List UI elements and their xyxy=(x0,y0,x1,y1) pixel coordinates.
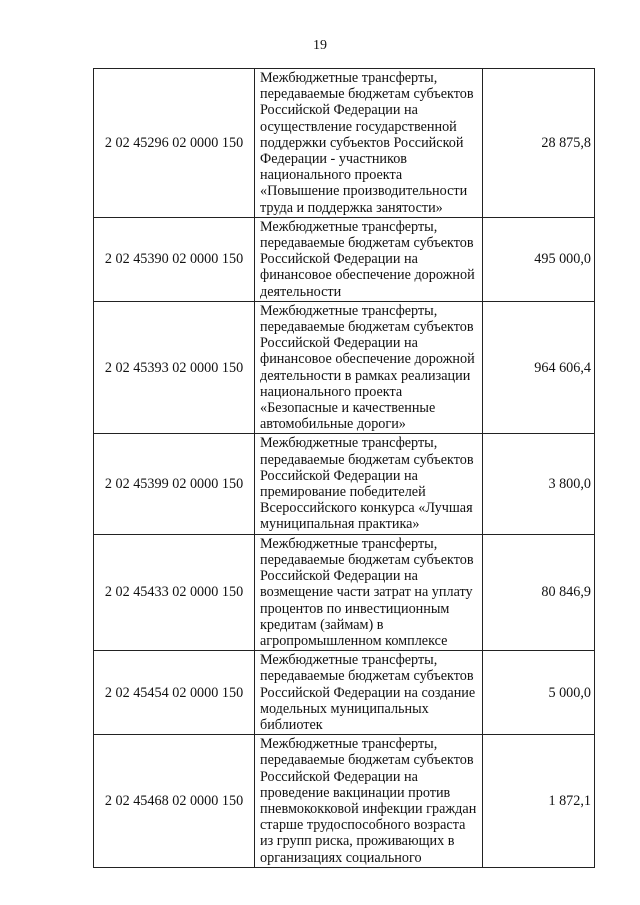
description-line: Российской Федерации на xyxy=(260,335,418,352)
description-cell xyxy=(255,534,483,650)
budget-code-cell: 2 02 45468 02 0000 150 xyxy=(94,735,255,868)
description-cell xyxy=(255,651,483,735)
description-line: Российской Федерации на xyxy=(260,467,418,484)
budget-table xyxy=(93,68,595,868)
budget-code-cell: 2 02 45390 02 0000 150 xyxy=(94,217,255,301)
description-cell xyxy=(255,301,483,434)
table-row xyxy=(94,651,595,735)
description-line: деятельности в рамках реализации xyxy=(260,367,471,384)
description-line: агропромышленном комплексе xyxy=(260,632,448,649)
description-line: деятельности xyxy=(260,283,342,300)
description-line: проведение вакцинации против xyxy=(260,784,451,801)
description-line: национального проекта xyxy=(260,383,403,400)
description-line: пневмококковой инфекции граждан xyxy=(260,800,477,817)
description-cell xyxy=(255,735,483,868)
description-line: финансовое обеспечение дорожной xyxy=(260,351,475,368)
table-row xyxy=(94,69,595,218)
table-row xyxy=(94,217,595,301)
budget-code-cell: 2 02 45393 02 0000 150 xyxy=(94,301,255,434)
description-line: кредитам (займам) в xyxy=(260,616,384,633)
description-line: Российской Федерации на создание xyxy=(260,684,476,701)
budget-code-cell: 2 02 45399 02 0000 150 xyxy=(94,434,255,534)
description-line: возмещение части затрат на уплату xyxy=(260,584,473,601)
description-line: муниципальная практика» xyxy=(260,516,420,533)
description-line: Межбюджетные трансферты, xyxy=(260,652,438,669)
description-line: Российской Федерации на xyxy=(260,768,418,785)
amount-cell: 3 800,0 xyxy=(483,434,595,534)
table-body xyxy=(94,69,595,868)
description-line: модельных муниципальных xyxy=(260,700,429,717)
description-line: передаваемые бюджетам субъектов xyxy=(260,668,474,685)
description-line: передаваемые бюджетам субъектов xyxy=(260,551,474,568)
budget-code-cell: 2 02 45296 02 0000 150 xyxy=(94,69,255,218)
description-line: передаваемые бюджетам субъектов xyxy=(260,86,474,103)
description-line: процентов по инвестиционным xyxy=(260,600,450,617)
budget-code-cell: 2 02 45454 02 0000 150 xyxy=(94,651,255,735)
description-line: труда и поддержка занятости» xyxy=(260,199,443,216)
description-cell xyxy=(255,69,483,218)
description-line: организациях социального xyxy=(260,849,422,866)
description-line: Межбюджетные трансферты, xyxy=(260,736,438,753)
amount-cell: 80 846,9 xyxy=(483,534,595,650)
description-line: национального проекта xyxy=(260,167,403,184)
description-line: Межбюджетные трансферты, xyxy=(260,70,438,86)
description-line: передаваемые бюджетам субъектов xyxy=(260,235,474,252)
description-line: Межбюджетные трансферты, xyxy=(260,218,438,235)
description-line: передаваемые бюджетам субъектов xyxy=(260,752,474,769)
description-line: «Безопасные и качественные xyxy=(260,400,436,417)
table-row xyxy=(94,735,595,868)
description-line: старше трудоспособного возраста xyxy=(260,817,466,834)
budget-code-cell: 2 02 45433 02 0000 150 xyxy=(94,534,255,650)
description-line: поддержки субъектов Российской xyxy=(260,134,464,151)
description-cell xyxy=(255,217,483,301)
description-line: Российской Федерации на xyxy=(260,251,418,268)
description-line: передаваемые бюджетам субъектов xyxy=(260,451,474,468)
table-row xyxy=(94,434,595,534)
description-line: Российской Федерации на xyxy=(260,568,418,585)
page-number: 19 xyxy=(313,38,327,53)
amount-cell: 1 872,1 xyxy=(483,735,595,868)
description-line: Российской Федерации на xyxy=(260,102,418,119)
description-line: финансовое обеспечение дорожной xyxy=(260,267,475,284)
description-line: премирование победителей xyxy=(260,484,426,501)
description-line: Федерации - участников xyxy=(260,151,407,168)
description-line: осуществление государственной xyxy=(260,118,457,135)
table-row xyxy=(94,534,595,650)
description-line: Межбюджетные трансферты, xyxy=(260,535,438,552)
table-row xyxy=(94,301,595,434)
description-line: Межбюджетные трансферты, xyxy=(260,435,438,452)
amount-cell: 495 000,0 xyxy=(483,217,595,301)
description-line: Межбюджетные трансферты, xyxy=(260,302,438,319)
description-line: из групп риска, проживающих в xyxy=(260,833,455,850)
description-line: библиотек xyxy=(260,716,323,733)
amount-cell: 28 875,8 xyxy=(483,69,595,218)
description-cell xyxy=(255,434,483,534)
description-line: «Повышение производительности xyxy=(260,183,468,200)
description-line: передаваемые бюджетам субъектов xyxy=(260,319,474,336)
description-line: автомобильные дороги» xyxy=(260,416,406,433)
amount-cell: 5 000,0 xyxy=(483,651,595,735)
amount-cell: 964 606,4 xyxy=(483,301,595,434)
description-line: Всероссийского конкурса «Лучшая xyxy=(260,500,473,517)
